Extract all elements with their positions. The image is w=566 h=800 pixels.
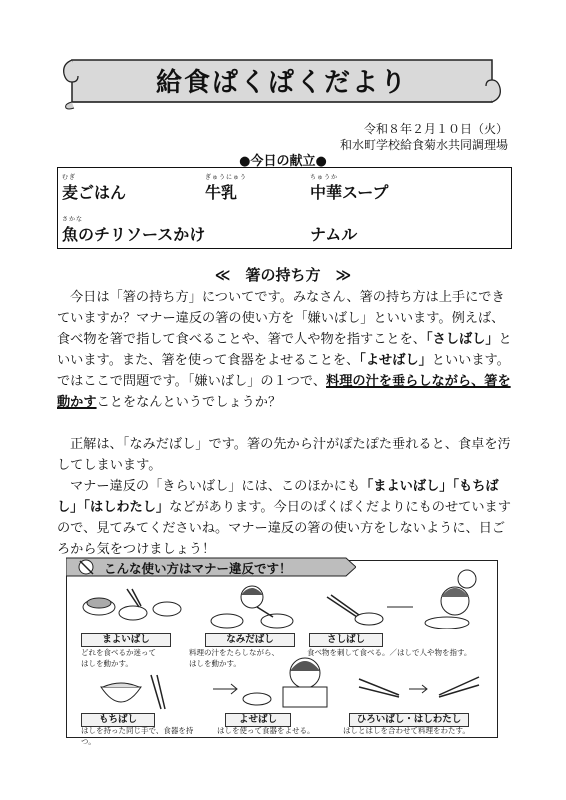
hiroi-bashi-illustration [349,669,489,711]
text-run: といいます。ではここで問題です。「嫌いばし」の１つで、 [57,353,510,389]
paragraph-intro [57,287,517,413]
label-mochibashi: もちばし [81,713,155,727]
yose-bashi-illustration [205,655,355,711]
label-namidabashi: なみだばし [205,633,295,647]
caption-namidabashi: 料理の汁をたらしながら、 はしを動かす。 [189,648,279,668]
menu-item: ぎゅうにゅう 牛乳 [205,174,247,202]
caption-hiroibashi: はしとはしを合わせて料理をわたす。 [343,726,470,735]
menu-item: ちゅうか 中華スープ [310,174,389,202]
organization-name: 和水町学校給食菊水共同調理場 [339,138,508,152]
text-run: ことをなんというでしょうか？ [96,395,282,410]
mochi-bashi-illustration [81,673,181,711]
bold-term: 「まよいばし」「もちばし」「はしわたし」 [57,479,499,515]
text-run: といいます。また、箸を使って食器をよせることを、 [57,332,512,368]
manner-illustration-panel [66,560,498,746]
menu-heading: ●今日の献立● [239,154,327,169]
menu-box [57,167,512,249]
menu-item: むぎ 麦ごはん [62,174,127,202]
menu-item: さかな 魚のチリソースかけ [62,216,206,244]
mayoi-bashi-illustration [77,587,187,631]
paragraph-others [57,476,517,560]
text-run: マナー違反の「きらいばし」には、このほかにも [70,479,361,494]
label-sashibashi: さしばし [309,633,383,647]
caption-mochibashi: はしを持った同じ手で、食器を持つ。 [81,726,194,746]
menu-item: ナムル [310,225,358,244]
namida-bashi-illustration [197,583,307,631]
section-heading: ≪ 箸の持ち方 ≫ [214,266,352,284]
text-run: 今日は「箸の持ち方」についてです。みなさん、箸の持ち方は上手にできていますか？マナー違反の箸の使い方を「嫌いばし」といいます。例えば、食べ物を箸で指して食べることや、箸で人や物を指すことを、 [57,290,505,347]
issue-date: 令和８年２月１０日（火） [363,122,508,136]
label-mayoibashi: まよいばし [81,633,171,647]
date-block [340,121,508,153]
paragraph-answer: 正解は、「なみだばし」です。箸の先から汁がぽたぽた垂れると、食卓を汚してしまいます。 [57,437,511,473]
caption-mayoibashi: どれを食べるか迷って はしを動かす。 [81,648,156,668]
page-title: 給食ぱくぱくだより [155,68,408,98]
label-yosebashi: よせばし [225,713,291,727]
bold-term: 「よせばし」 [359,353,432,368]
illustration-title: こんな使い方はマナー違反です！ [104,561,292,576]
caption-yosebashi: はしを使って食器をよせる。 [217,726,315,735]
bold-term: 「さしばし」 [425,332,499,347]
caption-sashibashi: 食べ物を刺して食べる。／はしで人や物を指す。 [307,648,472,657]
text-run: などがあります。今日のぱくぱくだよりにものせていますので、見てみてくださいね。マナー違反の箸の使い方をしないように、日ごろから気をつけましょう！ [57,500,511,557]
label-hiroibashi: ひろいばし・はしわたし [349,713,469,727]
underlined-question: 料理の汁を垂らしながら、箸を動かす [57,374,511,410]
